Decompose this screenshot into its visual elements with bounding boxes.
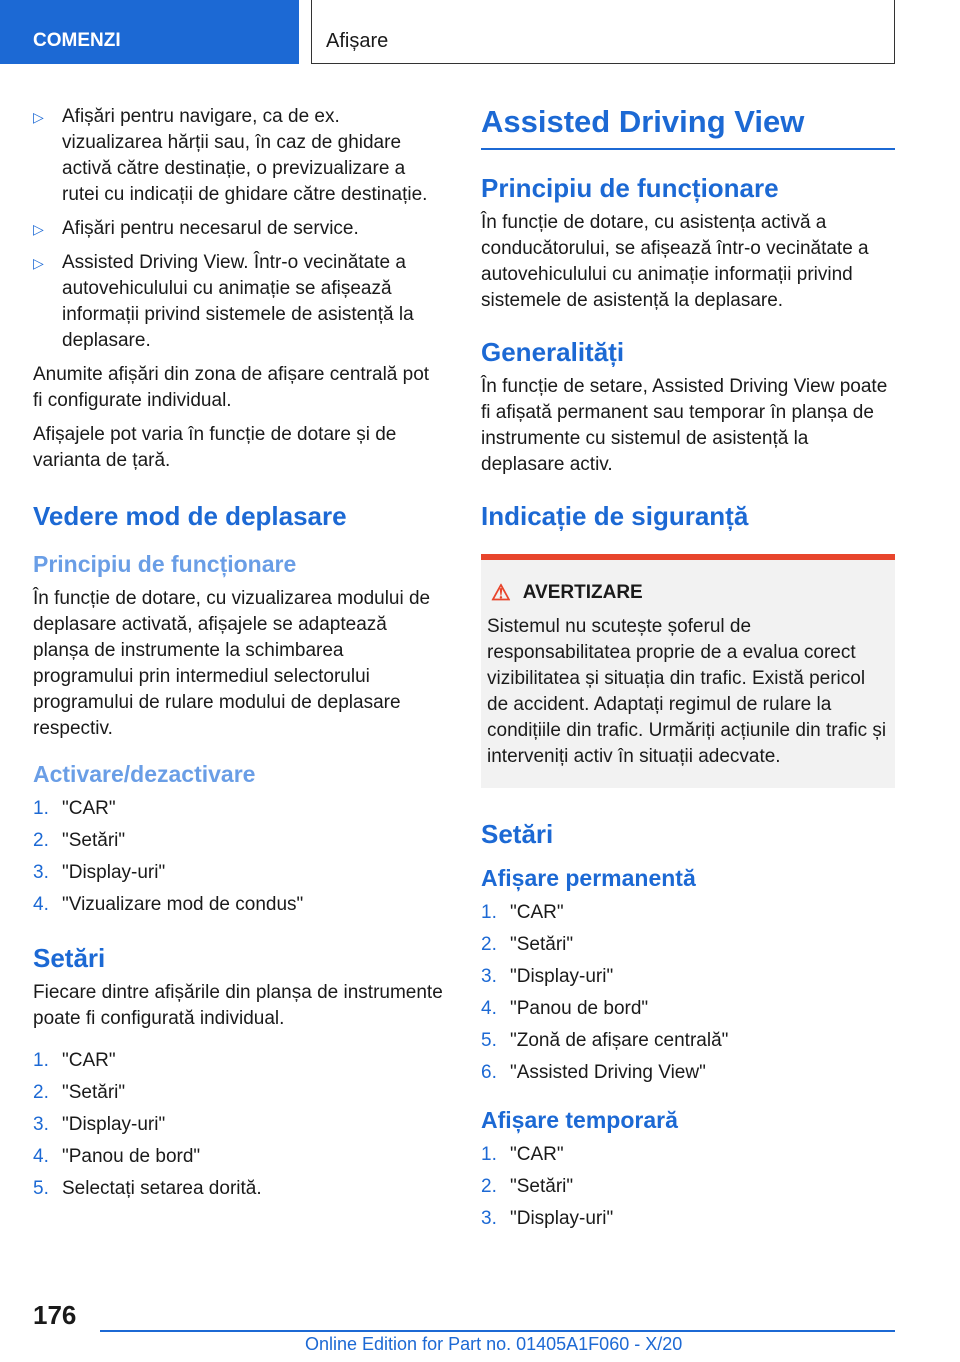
settings-steps [33,1048,443,1202]
header-frame [311,0,895,64]
triangle-right-icon: ▷ [33,255,44,271]
chapter-title: COMENZI [33,30,121,51]
heading-settings: Setări [481,819,554,849]
permanent-steps [481,900,895,1086]
list-item: 3. "Display-uri" [481,1208,614,1229]
list-item: ▷ Afișări pentru necesarul de service. [33,216,443,242]
list-item: 2. "Setări" [481,934,574,955]
heading-permanent: Afișare permanentă [481,865,696,891]
paragraph: Fiecare dintre afișările din planșa de instrumente poate fi configurată individual. [33,982,443,1029]
list-item: 4. "Vizualizare mod de condus" [33,894,304,915]
heading-principle: Principiu de funcționare [481,173,779,203]
paragraph: În funcție de setare, Assisted Driving View poate fi afișată permanent sau temporar în planșa de instrumente cu sistemul de asistență la deplasare activ. [481,376,888,475]
heading-settings: Setări [33,943,106,973]
left-column [33,104,443,1210]
paragraph: Afișajele pot varia în funcție de dotare și de varianta de țară. [33,424,397,471]
list-item: 5. Selectați setarea dorită. [33,1178,262,1199]
heading-assisted-driving-view: Assisted Driving View [481,100,895,150]
list-item: ▷ Afișări pentru navigare, ca de ex. vizualizarea hărții sau, în caz de ghidare activă către destinație, o previzualizare a rutei cu indicații de ghidare către destinație. [33,106,428,205]
chapter-tab [0,0,299,64]
list-item: 4. "Panou de bord" [481,998,649,1019]
list-item: 4. "Panou de bord" [33,1146,201,1167]
page-number: 176 [33,1300,77,1330]
paragraph: Anumite afișări din zona de afișare centrală pot fi configurate individual. [33,364,430,411]
list-item: 1. "CAR" [481,902,564,923]
list-item: 2. "Setări" [33,830,126,851]
warning-box [481,554,895,788]
paragraph: În funcție de dotare, cu vizualizarea modului de deplasare activată, afișajele se adaptează planșa de instrumente la schimbarea programului prin intermediul selectorului programului de rulare modului de deplasare respectiv. [33,588,431,739]
section-title: Afișare [326,30,389,52]
list-item: 6. "Assisted Driving View" [481,1062,706,1083]
footer-divider [100,1330,895,1332]
list-item: 3. "Display-uri" [33,1114,166,1135]
temporary-steps [481,1142,895,1232]
heading-general: Generalități [481,337,625,367]
list-item: 1. "CAR" [33,1050,116,1071]
warning-triangle-icon: ⚠ [491,580,511,605]
right-column [481,100,895,1240]
paragraph: În funcție de dotare, cu asistența activă a conducătorului, se afișează într-o vecinătate a autovehiculului cu animație informații privind sistemele de asistență la deplasare. [481,212,869,311]
heading-drive-mode: Vedere mod de deplasare [33,501,347,531]
heading-temporary: Afișare temporară [481,1107,678,1133]
warning-text: Sistemul nu scutește șoferul de responsabilitatea proprie de a evalua corect vizibilitatea și situația din trafic. Există pericol de accident. Adaptați regimul de rulare la condițiile din trafic. Urmăriți acțiunile din trafic și interveniți activ în situații adecvate. [487,616,887,767]
list-item: 2. "Setări" [33,1082,126,1103]
activate-steps [33,796,443,918]
list-item: ▷ Assisted Driving View. Într-o vecinătate a autovehiculului cu animație se afișează informații privind sistemele de asistență la deplasare. [33,252,414,351]
triangle-right-icon: ▷ [33,109,44,125]
heading-safety: Indicație de siguranță [481,501,749,531]
heading-activate: Activare/dezactivare [33,761,256,787]
triangle-right-icon: ▷ [33,221,44,237]
list-item: 3. "Display-uri" [481,966,614,987]
list-item: 5. "Zonă de afișare centrală" [481,1030,729,1051]
list-item: 1. "CAR" [33,798,116,819]
heading-principle: Principiu de funcționare [33,551,297,577]
footer-edition: Online Edition for Part no. 01405A1F060 - X/20 [305,1334,683,1354]
display-types-list [33,104,443,354]
list-item: 1. "CAR" [481,1144,564,1165]
list-item: 3. "Display-uri" [33,862,166,883]
warning-title: ⚠ AVERTIZARE [491,580,643,605]
list-item: 2. "Setări" [481,1176,574,1197]
